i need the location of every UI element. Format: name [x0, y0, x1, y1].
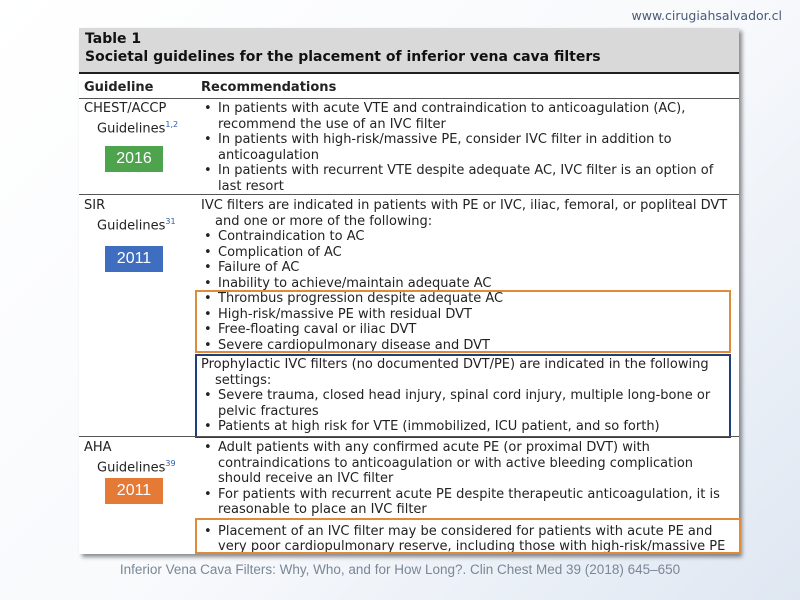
highlight-box-navy-prophylactic: [195, 354, 731, 438]
column-header-recommendations: Recommendations: [201, 80, 337, 95]
list-item: • In patients with high-risk/massive PE, consider IVC filter in addition to anticoagulation: [201, 132, 731, 163]
row-divider: [79, 436, 739, 437]
list-item: • Failure of AC: [201, 260, 731, 276]
list-item: • In patients with acute VTE and contraindication to anticoagulation (AC), recommend the use of an IVC filter: [201, 101, 731, 132]
guideline-name-sir: SIR Guidelines$^{31}$: [84, 198, 176, 234]
list-item: • Inability to achieve/maintain adequate AC: [201, 276, 731, 292]
highlight-box-orange-sir: [195, 290, 731, 353]
list-item: • Free-floating caval or iliac DVT: [201, 322, 731, 338]
site-url: www.cirugiahsalvador.cl: [631, 8, 782, 23]
list-item: • Severe trauma, closed head injury, spinal cord injury, multiple long-bone or pelvic fractures: [201, 388, 731, 419]
list-item: • High-risk/massive PE with residual DVT: [201, 307, 731, 323]
header-divider: [79, 98, 739, 99]
column-header-guideline: Guideline: [84, 80, 154, 95]
citation: Inferior Vena Cava Filters: Why, Who, and for How Long?. Clin Chest Med 39 (2018) 645–650: [119, 562, 681, 577]
year-badge-chest: 2016: [105, 146, 163, 172]
table-header: [79, 28, 739, 74]
highlight-box-orange-aha: [195, 518, 741, 554]
guideline-name-chest: CHEST/ACCP Guidelines$^{1,2}$: [84, 101, 179, 137]
list-item: • For patients with recurrent acute PE despite therapeutic anticoagulation, it is reasonable to place an IVC filter: [201, 487, 731, 518]
list-item: • In patients with recurrent VTE despite adequate AC, IVC filter is an option of last resort: [201, 163, 731, 194]
list-item: • Placement of an IVC filter may be considered for patients with acute PE and very poor cardiopulmonary reserve, including those with high-risk/massive PE: [201, 524, 731, 555]
table-number: Table 1: [85, 31, 142, 47]
table-title: Societal guidelines for the placement of inferior vena cava filters: [85, 49, 601, 65]
recommendations-chest: [201, 101, 731, 194]
list-item: • Thrombus progression despite adequate AC: [201, 291, 731, 307]
list-item: • Complication of AC: [201, 245, 731, 261]
row-divider: [79, 194, 739, 195]
year-badge-sir: 2011: [105, 246, 163, 272]
prophylactic-intro: Prophylactic IVC filters (no documented DVT/PE) are indicated in the following settings:: [201, 357, 709, 388]
list-item: • Patients at high risk for VTE (immobilized, ICU patient, and so forth): [201, 419, 731, 435]
guideline-name-aha: AHA Guidelines$^{39}$: [84, 440, 176, 476]
sir-intro: IVC filters are indicated in patients with PE or IVC, iliac, femoral, or popliteal DVT and one or more of the following:: [201, 198, 728, 229]
list-item: • Adult patients with any confirmed acute PE (or proximal DVT) with contraindications to anticoagulation or with active bleeding complication should receive an IVC filter: [201, 440, 731, 487]
year-badge-aha: 2011: [105, 478, 163, 504]
list-item: • Contraindication to AC: [201, 229, 731, 245]
guidelines-table: [79, 28, 739, 554]
list-item: • Severe cardiopulmonary disease and DVT: [201, 338, 731, 354]
